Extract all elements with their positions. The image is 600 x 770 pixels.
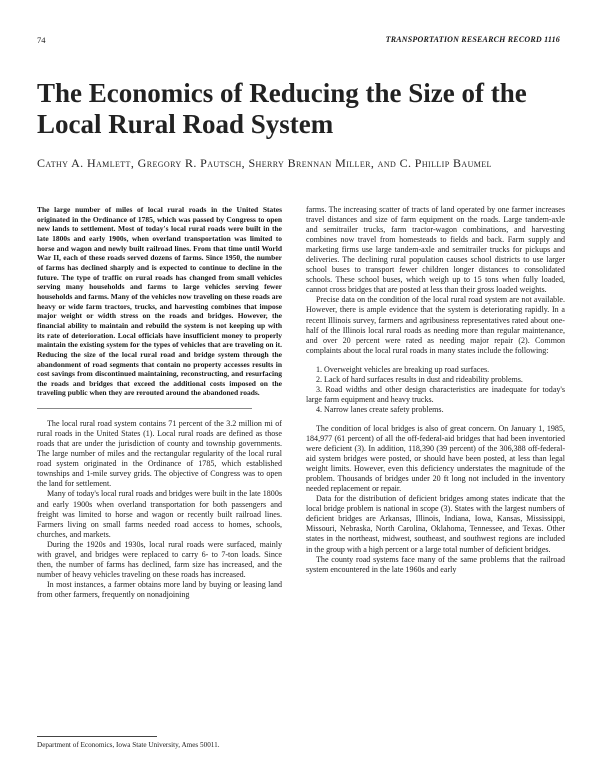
body-paragraph: Many of today's local rural roads and bridges were built in the late 1800s and early 1900s when overland transportation for both passengers and freight was limited to horse and wagon or recently built railroad lines. Farmers living on small farms needed road access to homes, schools, churches, and markets. (37, 489, 282, 539)
body-paragraph: farms. The increasing scatter of tracts of land operated by one farmer increases travel distances and size of farm equipment on the roads. Large tandem-axle and semitrailer trucks, farm tractor-wagon combinations, and harvesting combines now travel from homesteads to fields and back. Farm supply and marketing firms use large tandem-axle and semitrailer trucks for pickups and deliveries. The declining rural population causes school districts to use larger school buses to transport fewer children longer distances to consolidated schools. These school buses, which weigh up to 15 tons when fully loaded, cannot cross bridges that are posted at less than their gross loaded weights. (306, 205, 565, 295)
page-number: 74 (37, 35, 46, 45)
list-item: 2. Lack of hard surfaces results in dust and rideability problems. (316, 374, 523, 384)
journal-header: TRANSPORTATION RESEARCH RECORD 1116 (385, 35, 560, 44)
list-item: 3. Road widths and other design characteristics are inadequate for today's large farm equipment and heavy trucks. (306, 384, 565, 404)
complaints-list (306, 365, 565, 415)
abstract-divider (37, 408, 252, 409)
body-paragraph: Data for the distribution of deficient bridges among states indicate that the local bridge problem is national in scope (3). States with the largest numbers of deficient bridges are Arkansas, Illinois, Indiana, Iowa, Kansas, Mississippi, Missouri, Nebraska, North Carolina, Oklahoma, Tennessee, and Texas. Other states in the northeast, midwest, southeast, and southwest regions are included in the group with a high percent or a large total number of deficient bridges. (306, 494, 565, 554)
body-paragraph: During the 1920s and 1930s, local rural roads were surfaced, mainly with gravel, and bridges were replaced to carry 6- to 7-ton loads. Since then, the number of farms has declined, farm size has increased, and the number of heavy vehicles traveling on these roads has increased. (37, 539, 282, 579)
body-paragraph: In most instances, a farmer obtains more land by buying or leasing land from other farmers, frequently on nonadjoining (37, 579, 282, 599)
list-item: 4. Narrow lanes create safety problems. (316, 404, 444, 414)
body-paragraph: Precise data on the condition of the local rural road system are not available. However, there is ample evidence that the system is deteriorating rapidly. In a recent Illinois survey, farmers and agribusiness representatives rated about one-half of the Illinois local rural roads as needing more than regular maintenance, and over 20 percent were rated as needing major repair (2). Common complaints about the local rural roads in many states include the following: (306, 295, 565, 355)
body-paragraph: The local rural road system contains 71 percent of the 3.2 million mi of rural roads in the United States (1). Local rural roads are defined as those roads that are under the jurisdiction of county and township governments. The large number of miles and the rectangular regularity of the local rural road system originated in the Ordinance of 1785, which established townships and 1-mile survey grids. The objective of Congress was to open the land for settlement. (37, 419, 282, 489)
list-item: 1. Overweight vehicles are breaking up road surfaces. (316, 364, 490, 374)
body-paragraph: The condition of local bridges is also of great concern. On January 1, 1985, 184,977 (61 percent) of all the off-federal-aid bridges that had been inventoried were deficient (3). In addition, 118,390 (39 percent) of the 306,388 off-federal-aid system bridges were posted, or should have been posted, at less than legal weight limits. However, even this deficiency understates the magnitude of the problem. Thousands of bridges under 20 ft long not included in the inventory needed replacement or repair. (306, 423, 565, 494)
paper-title: The Economics of Reducing the Size of the Local Rural Road System (37, 78, 527, 139)
body-paragraph: The county road systems face many of the same problems that the railroad system encountered in the late 1960s and early (306, 554, 565, 574)
affiliation-footnote: Department of Economics, Iowa State University, Ames 50011. (37, 741, 220, 749)
right-column (306, 205, 565, 575)
abstract: The large number of miles of local rural roads in the United States originated in the Ordinance of 1785, which was passed by Congress to open new lands to settlement. Most of today's local rural roads were built in the late 1800s and early 1900s, when overland transportation was limited to horse and wagon and newly built railroad lines. From that time until World War II, each of these roads served dozens of farms. Since 1950, the number of farms has declined sharply and is expected to continue to decline in the future. The type of traffic on rural roads has changed from small vehicles serving many households and farms to large vehicles serving fewer households and farms. Many of the vehicles now traveling on these roads are heavy or wide farm tractors, trucks, and harvesting combines that impose major weight or width stress on the roads and bridges. However, the financial ability to maintain and rebuild the system is not keeping up with its rate of deterioration. Local officials have insufficient money to properly maintain the existing system for the types of vehicles that are traveling on it. Reducing the size of the local rural road and bridge system through the abandonment of road segments that contain no property accesses results in cost savings from discontinued maintaining, reconstructing, and resurfacing the roads and bridges that exceed the additional costs imposed on the traveling public when they are rerouted around the abandoned roads. (37, 205, 282, 398)
author-list: Cathy A. Hamlett, Gregory R. Pautsch, Sherry Brennan Miller, and C. Phillip Baumel (37, 156, 492, 170)
left-column (37, 205, 282, 600)
footnote-divider (37, 736, 157, 737)
